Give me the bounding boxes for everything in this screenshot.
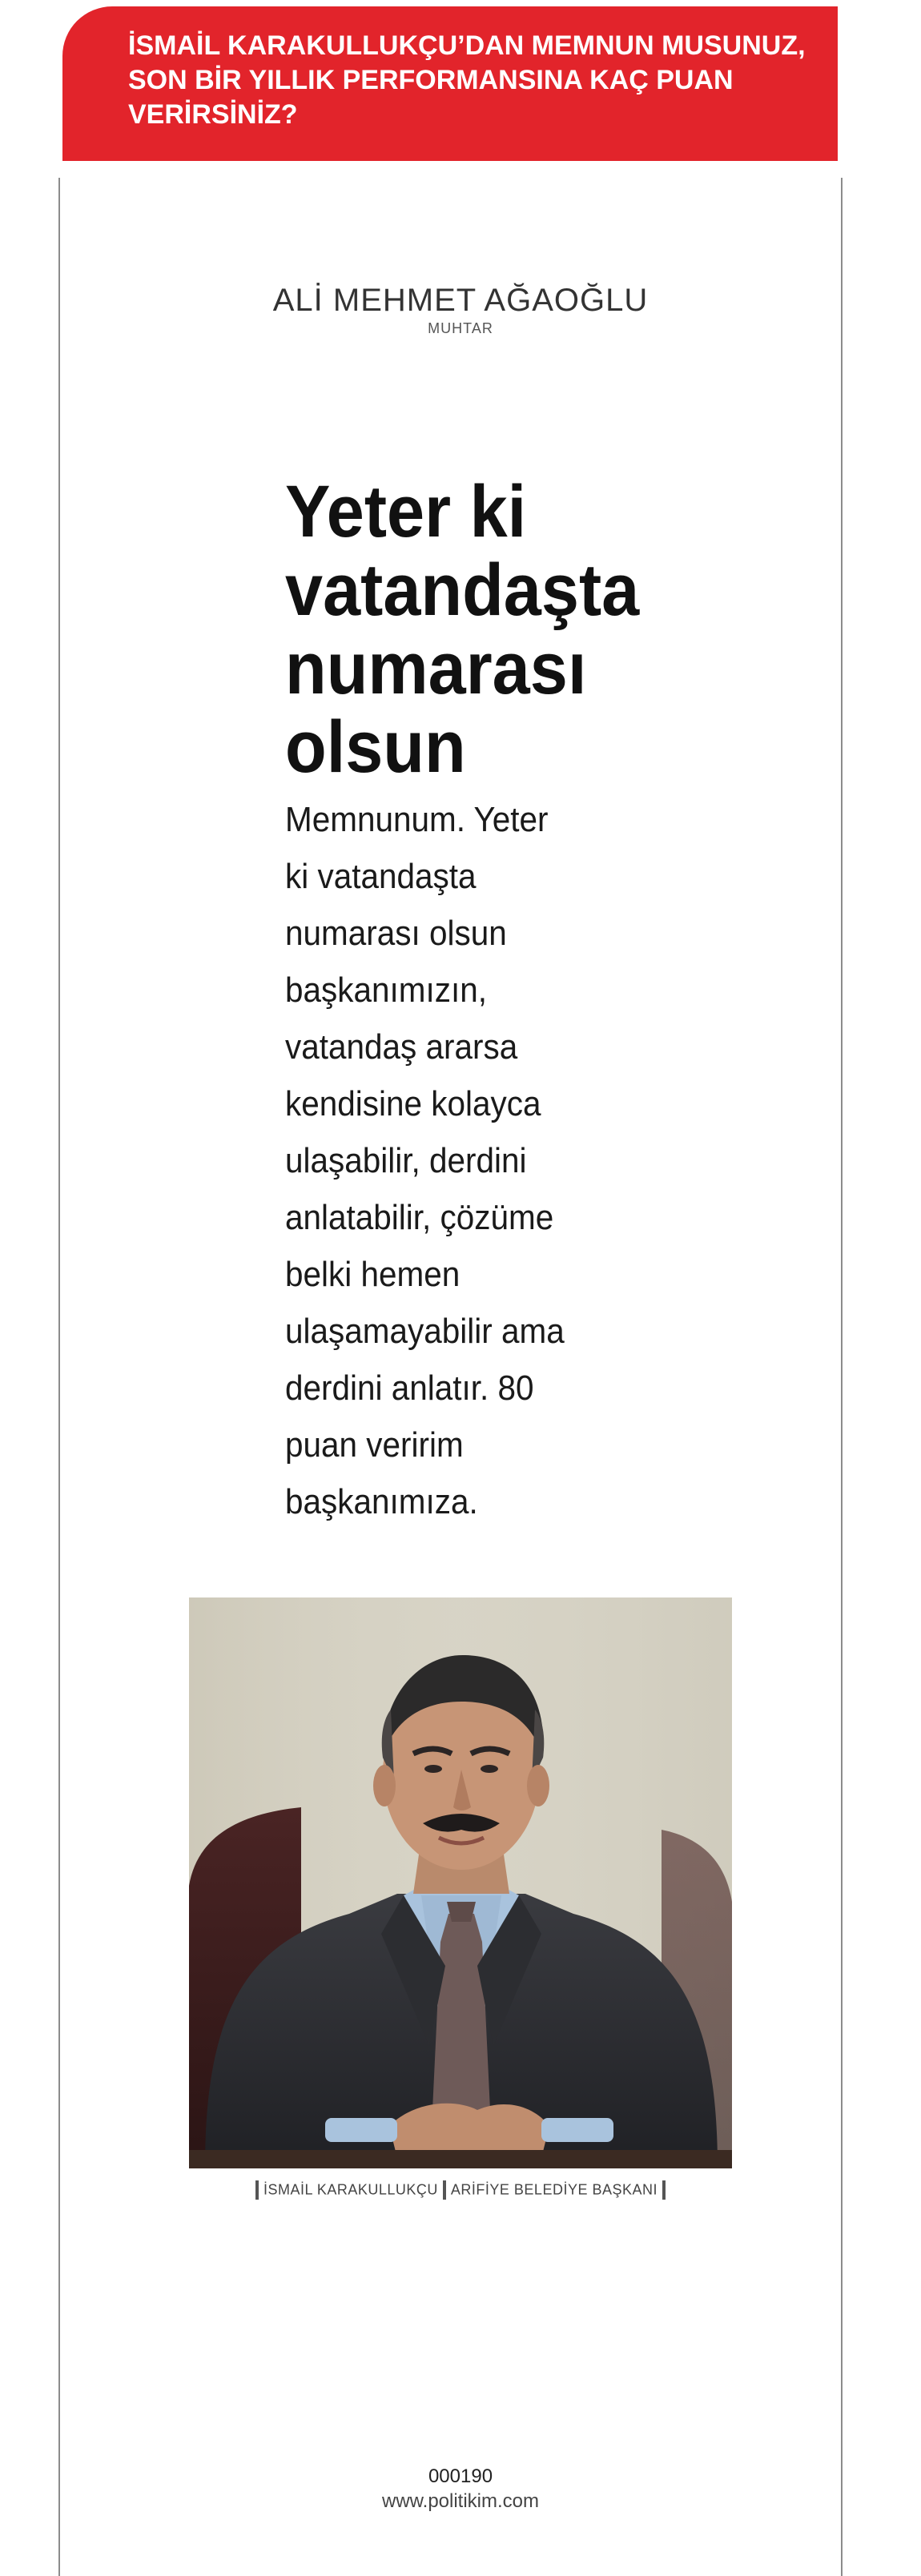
caption-divider <box>443 2180 446 2200</box>
banner-question: İSMAİL KARAKULLUKÇU’DAN MEMNUN MUSUNUZ, SON BİR YILLIK PERFORMANSINA KAÇ PUAN VERİRSİNİZ? <box>128 30 806 130</box>
portrait-illustration <box>189 1597 732 2168</box>
portrait-photo <box>189 1597 732 2168</box>
page-footer <box>0 2465 921 2514</box>
frame-left-rule <box>58 178 60 2576</box>
author-name: ALİ MEHMET AĞAOĞLU <box>272 283 649 318</box>
caption-divider <box>662 2180 666 2200</box>
article <box>285 472 662 1530</box>
article-body: Memnunum. Yeter ki vatandaşta numarası olsun başkanımızın, vatandaş ararsa kendisine kolayca ulaşabilir, derdini anlatabilir, çözüme belki hemen ulaşamayabilir ama derdini anlatır. 80 puan veririm başkanımıza. <box>285 800 565 1521</box>
site-link[interactable]: www.politikim.com <box>381 2490 540 2512</box>
caption-name: İSMAİL KARAKULLUKÇU <box>263 2181 438 2198</box>
caption-divider <box>255 2180 259 2200</box>
frame-right-rule <box>841 178 843 2576</box>
photo-caption <box>0 2180 921 2200</box>
caption-title: ARİFİYE BELEDİYE BAŞKANI <box>450 2181 658 2198</box>
headline: Yeter ki vatandaşta numarası olsun <box>285 471 640 788</box>
author-role: MUHTAR <box>428 320 493 336</box>
question-banner <box>62 6 838 161</box>
page-code: 000190 <box>428 2465 493 2487</box>
byline <box>0 282 921 337</box>
